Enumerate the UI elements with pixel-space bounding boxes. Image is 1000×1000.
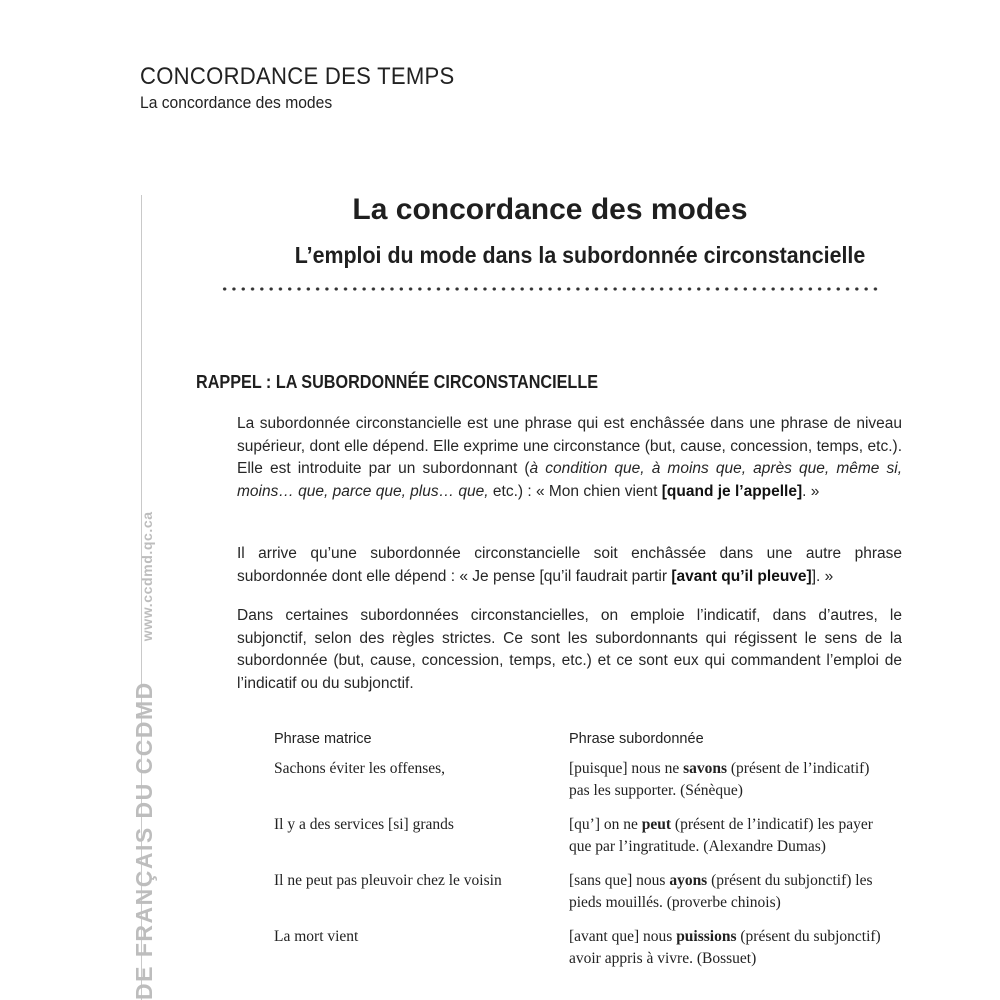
matrix-cell: La mort vient — [274, 928, 359, 945]
dotted-divider — [220, 287, 878, 291]
subordinate-text: (présent du subjonctif) les pieds mouillés. (proverbe chinois) — [569, 872, 873, 911]
verb-highlight: puissions — [676, 928, 737, 945]
verb-highlight: ayons — [669, 872, 708, 889]
side-banner-url: www.ccdmd.qc.ca — [139, 511, 155, 642]
subordinate-text: [qu’] on ne — [569, 816, 642, 833]
table-row — [274, 926, 914, 970]
table-row — [274, 758, 914, 802]
side-banner-label: DE FRANÇAIS DU CCDMD — [131, 681, 157, 1000]
subordinants-list: à condition que, à moins que, après que, même si, moins… que, parce que, plus… que, — [237, 460, 902, 500]
paragraph-text: La subordonnée circonstancielle est une phrase qui est enchâssée dans une phrase de niveau supérieur, dont elle dépend. Elle exprime une circonstance (but, cause, concession, temps, etc.). Elle est introduite par un subordonnant ( — [237, 415, 902, 477]
side-banner — [131, 511, 158, 1000]
page-subtitle: L’emploi du mode dans la subordonnée circonstancielle — [294, 242, 866, 268]
subordinate-text: [avant que] nous — [569, 928, 677, 945]
paragraph-text: Il arrive qu’une subordonnée circonstancielle soit enchâssée dans une autre phrase subordonnée dont elle dépend : « Je pense [qu’il faudrait partir — [237, 545, 902, 585]
page-title: La concordance des modes — [352, 193, 748, 226]
table-row — [274, 870, 914, 914]
matrix-cell: Il ne peut pas pleuvoir chez le voisin — [274, 872, 502, 889]
paragraph-mode-rules: Dans certaines subordonnées circonstancielles, on emploie l’indicatif, dans d’autres, le subjonctif, selon des règles strictes. Ce sont les subordonnants qui régissent le sens de la subordonnée (but, cause, concession, temps, etc.) et ce sont eux qui commandent l’emploi de l’indicatif ou du subjonctif. — [237, 607, 902, 692]
subordinate-text: (présent de l’indicatif) les payer que par l’ingratitude. (Alexandre Dumas) — [569, 816, 873, 855]
column-header-subordinate: Phrase subordonnée — [569, 731, 704, 747]
subordinate-cell — [569, 926, 889, 970]
subordinate-text: (présent de l’indicatif) pas les supporter. (Sénèque) — [569, 760, 870, 799]
running-head — [140, 62, 482, 114]
verb-highlight: savons — [683, 760, 728, 777]
paragraph-embedding — [237, 543, 902, 588]
section-heading: RAPPEL : LA SUBORDONNÉE CIRCONSTANCIELLE — [196, 372, 599, 392]
table-row — [274, 814, 914, 858]
running-head-title: CONCORDANCE DES TEMPS — [140, 63, 455, 90]
subordinate-cell — [569, 758, 889, 802]
example-subordinate: [avant qu’il pleuve] — [671, 567, 812, 585]
matrix-cell: Il y a des services [si] grands — [274, 816, 454, 833]
examples-header-row — [274, 728, 914, 750]
subordinate-cell — [569, 814, 889, 858]
subordinate-text: [puisque] nous ne — [569, 760, 684, 777]
subordinate-cell — [569, 870, 889, 914]
running-head-subtitle: La concordance des modes — [140, 93, 333, 112]
paragraph-text: . » — [802, 482, 820, 500]
column-header-matrix: Phrase matrice — [274, 731, 372, 747]
subordinate-text: [sans que] nous — [569, 872, 670, 889]
subordinate-text: (présent du subjonctif) avoir appris à vivre. (Bossuet) — [569, 928, 881, 967]
example-subordinate: [quand je l’appelle] — [661, 482, 803, 500]
paragraph-text: ]. » — [811, 567, 834, 585]
paragraph-definition — [237, 413, 902, 503]
matrix-cell: Sachons éviter les offenses, — [274, 760, 446, 777]
examples-table — [274, 728, 914, 982]
verb-highlight: peut — [641, 816, 672, 833]
paragraph-text: etc.) : « Mon chien vient — [488, 482, 662, 500]
